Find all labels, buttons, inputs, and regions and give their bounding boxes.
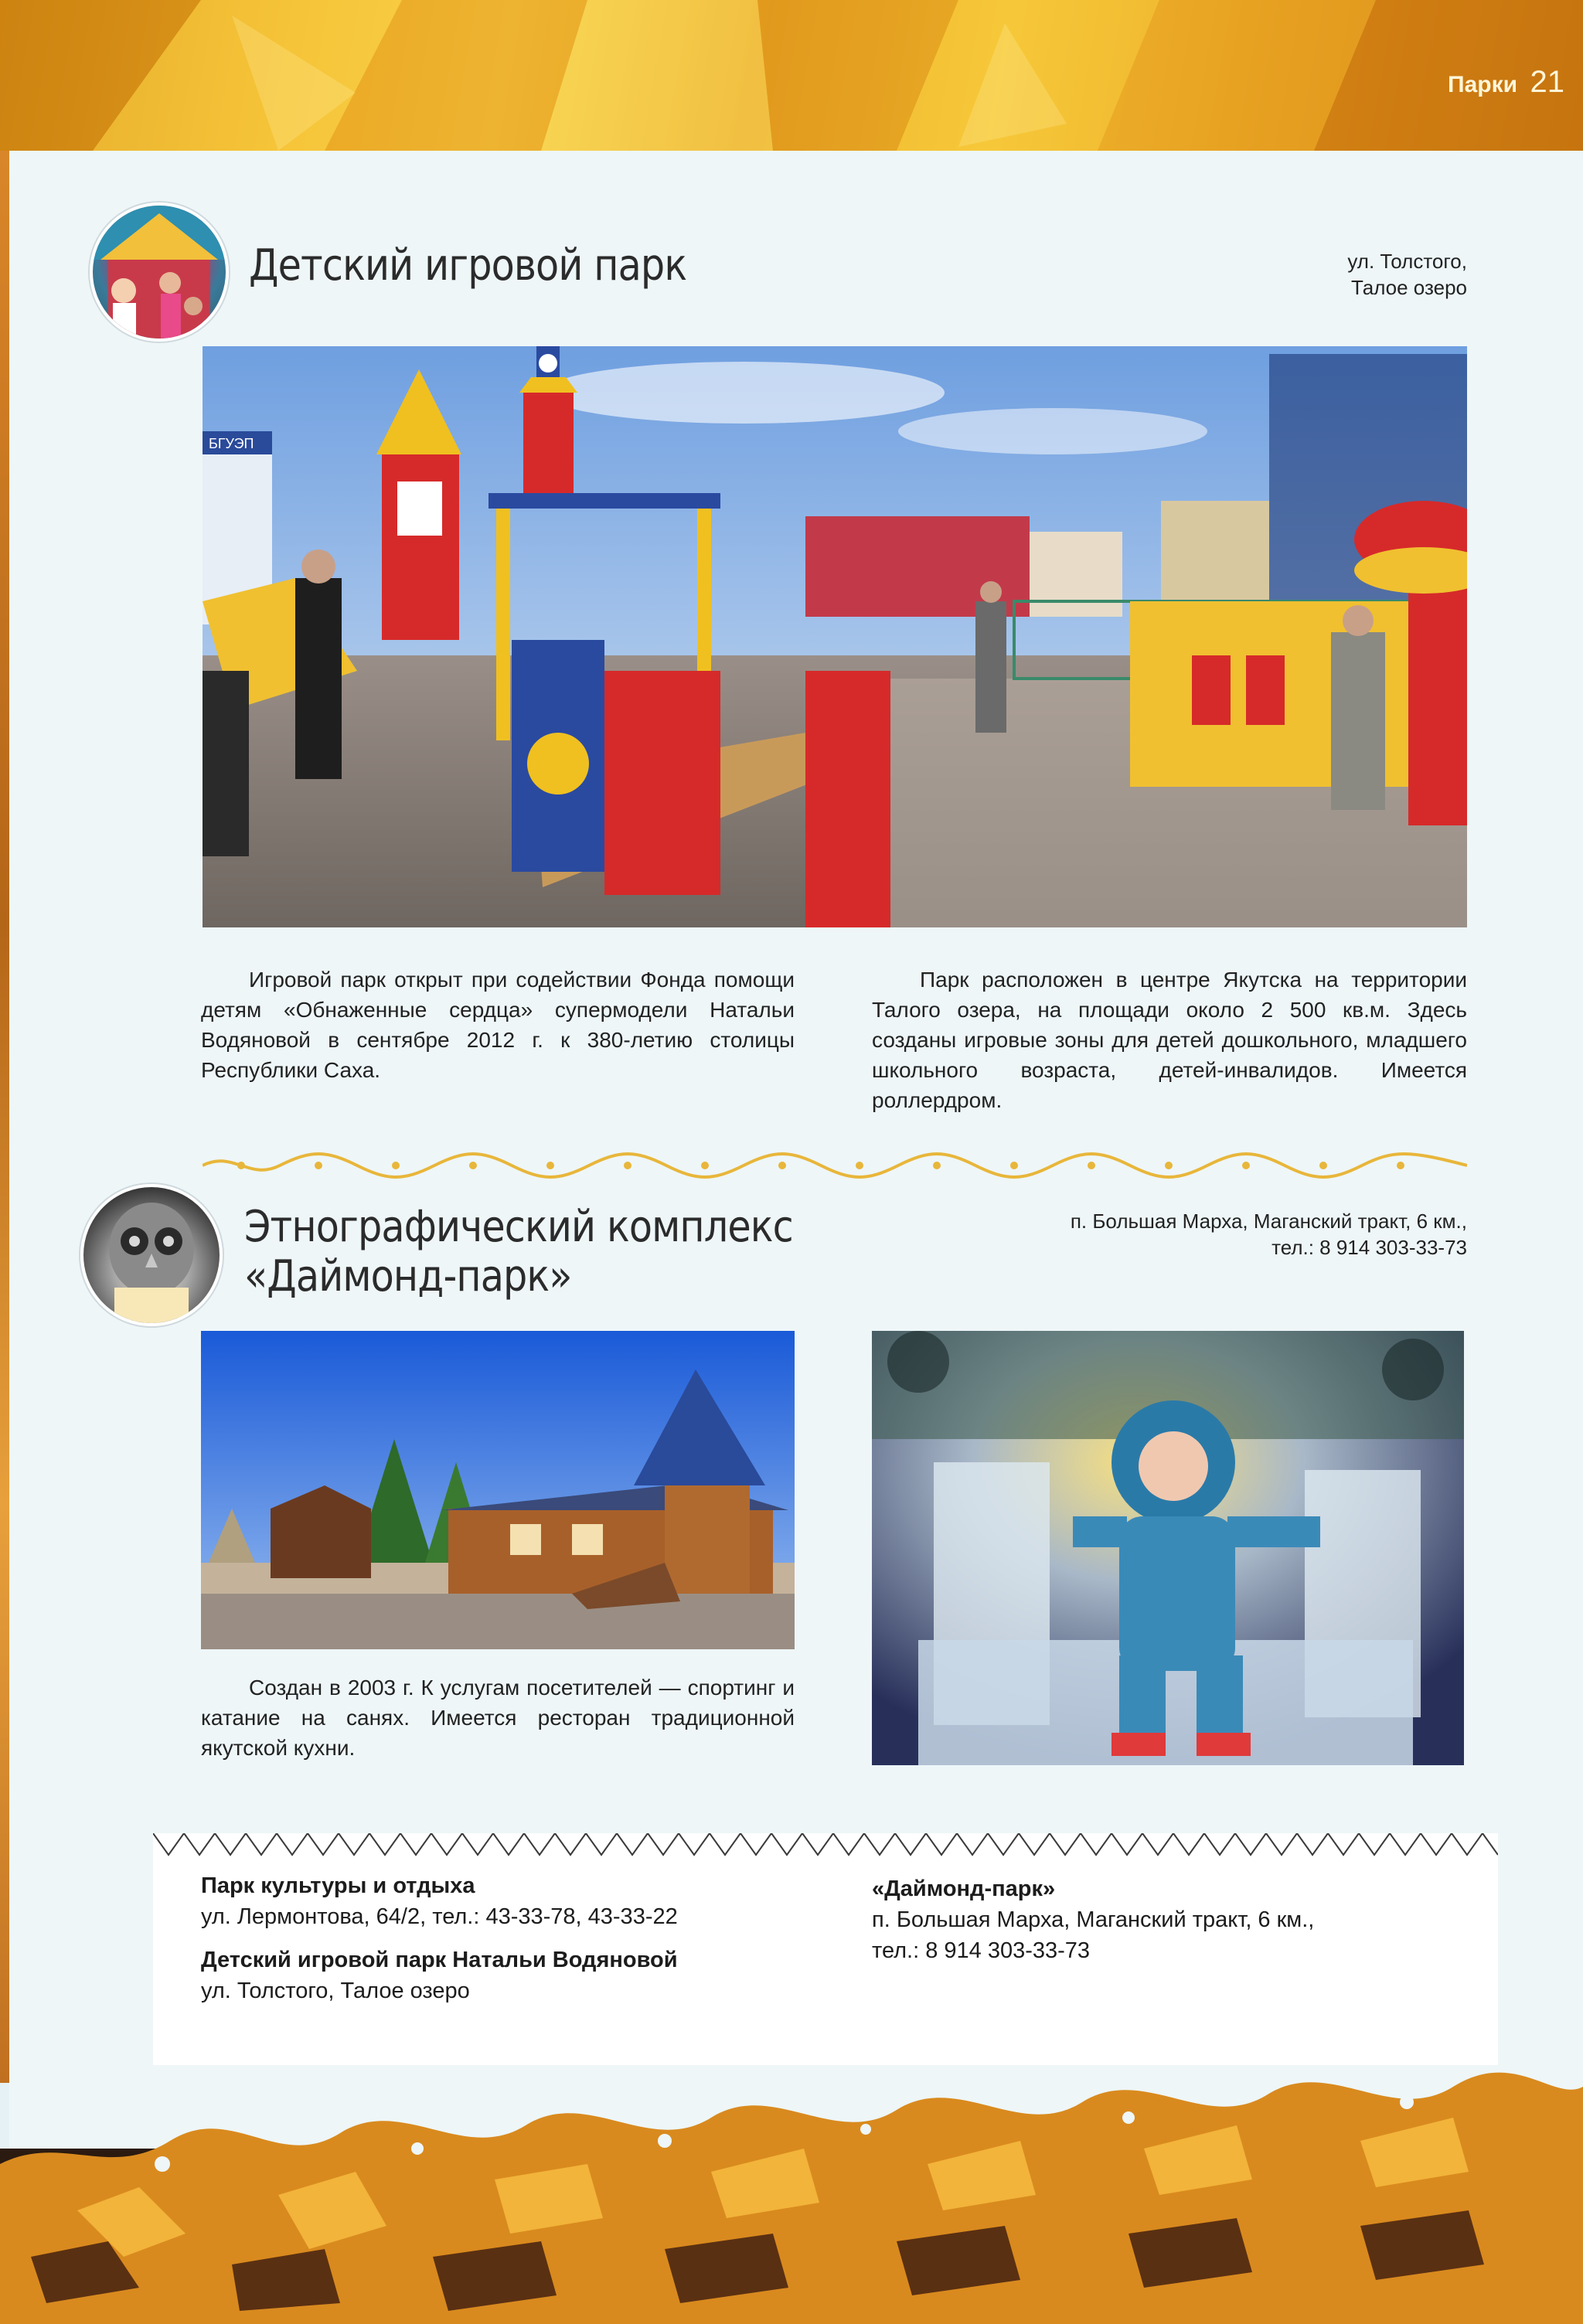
building-sign: БГУЭП xyxy=(209,436,254,451)
contact-detail: п. Большая Марха, Маганский тракт, 6 км., xyxy=(872,1907,1315,1932)
park2-title-line2: «Даймонд-парк» xyxy=(244,1251,572,1302)
park1-address xyxy=(1142,249,1467,301)
park1-photo xyxy=(203,346,1467,927)
park2-description: Создан в 2003 г. К услугам посетителей — спортинг и катание на санях. Имеется ресторан традиционной якутской кухни. xyxy=(201,1676,795,1760)
park2-address-line2: тел.: 8 914 303-33-73 xyxy=(1272,1235,1467,1259)
contact-phone: тел.: 8 914 303-33-73 xyxy=(872,1938,1091,1963)
running-head xyxy=(1448,65,1564,100)
park1-title: Детский игровой парк xyxy=(249,240,687,291)
park2-address xyxy=(972,1209,1467,1261)
contact-name: «Даймонд-парк» xyxy=(872,1877,1056,1901)
park2-address-line1: п. Большая Марха, Маганский тракт, 6 км., xyxy=(1070,1210,1467,1233)
park2-photo-building xyxy=(201,1331,795,1649)
park2-title xyxy=(244,1203,793,1302)
zigzag-border xyxy=(153,1833,1498,1861)
section-name: Парки xyxy=(1448,72,1518,97)
page-number: 21 xyxy=(1530,65,1564,99)
header-band xyxy=(0,0,1583,151)
park2-thumbnail xyxy=(80,1184,223,1326)
park2-photo-ice-throne xyxy=(872,1331,1464,1765)
contact-name: Парк культуры и отдыха xyxy=(201,1873,475,1898)
page-edge xyxy=(0,151,9,2083)
park1-description-right: Парк расположен в центре Якутска на территории Талого озера, на площади около 2 500 кв.м. Здесь созданы игровые зоны для детей дошкольного, младшего школьного возраста, детей-инвалидов. Имеется роллердром. xyxy=(872,968,1467,1112)
park1-thumbnail xyxy=(90,202,229,342)
footer-ornament xyxy=(0,2056,1583,2324)
contact-detail: ул. Толстого, Талое озеро xyxy=(201,1979,470,2003)
contact-detail: ул. Лермонтова, 64/2, тел.: 43-33-78, 43-33-22 xyxy=(201,1904,678,1929)
ornamental-divider xyxy=(203,1142,1467,1189)
park2-title-line1: Этнографический комплекс xyxy=(244,1202,793,1252)
park1-description-left: Игровой парк открыт при содействии Фонда помощи детям «Обнаженные сердца» супермодели Натальи Водяновой в сентябре 2012 г. к 380-летию столицы Республики Саха. xyxy=(201,968,795,1082)
contact-name: Детский игровой парк Натальи Водяновой xyxy=(201,1948,678,1972)
park1-address-line2: Талое озеро xyxy=(1351,275,1467,299)
header-pattern xyxy=(0,0,1583,151)
contacts-box xyxy=(153,1833,1498,2065)
park1-address-line1: ул. Толстого, xyxy=(1347,250,1467,273)
